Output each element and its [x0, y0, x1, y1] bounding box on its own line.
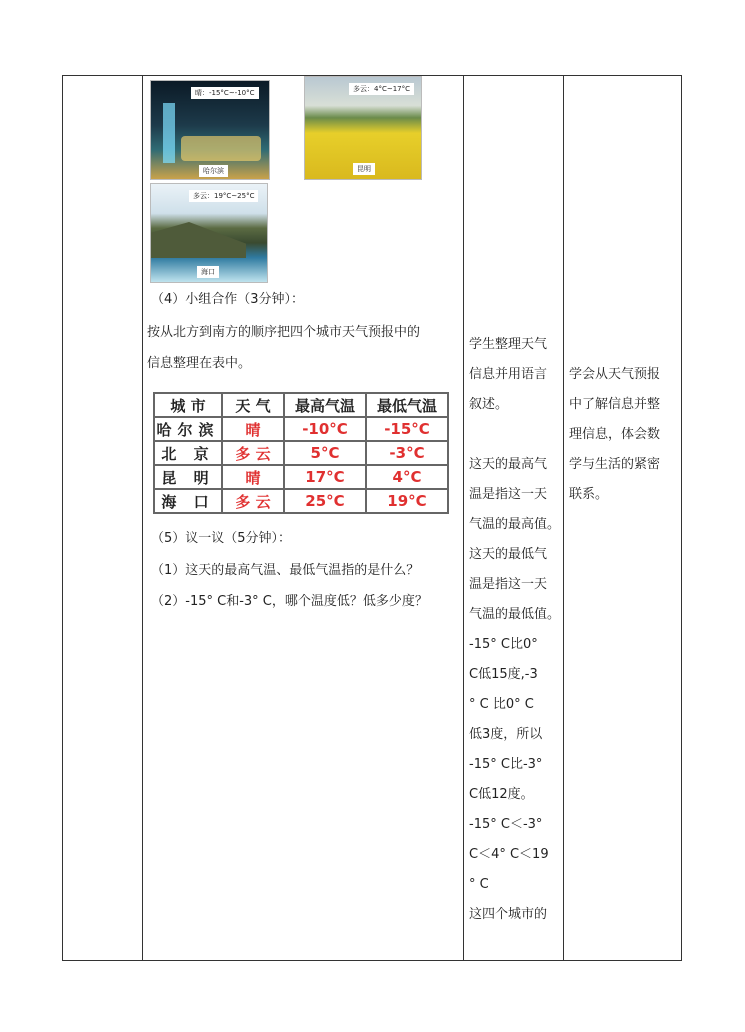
student-line: 这天的最高气: [469, 457, 548, 472]
photo-caption: 多云：4°C~17°C: [349, 83, 414, 95]
cell-high: 5°C: [284, 441, 366, 465]
header-high: 最高气温: [284, 393, 366, 417]
student-line: [469, 420, 560, 450]
student-line: 温是指这一天: [469, 487, 548, 502]
cell-low: -15°C: [366, 417, 448, 441]
instruction-line: 按从北方到南方的顺序把四个城市天气预报中的: [147, 325, 421, 340]
weather-table: [153, 392, 449, 514]
cell-city: 哈尔滨: [154, 417, 222, 441]
harbin-weather-photo: [150, 80, 270, 180]
header-low: 最低气温: [366, 393, 448, 417]
student-line: 气温的最低值。: [469, 607, 561, 622]
question-1: （1）这天的最高气温、最低气温指的是什么？: [151, 563, 420, 578]
cell-low: 4°C: [366, 465, 448, 489]
column-divider: [563, 75, 564, 961]
cell-high: 17°C: [284, 465, 366, 489]
discussion-heading: （5）议一议（5分钟）：: [151, 531, 292, 546]
student-line: -15° C＜-3°: [469, 817, 543, 832]
student-line: C低12度。: [469, 787, 534, 802]
photo-city-label: 海口: [197, 266, 219, 278]
cell-high: -10°C: [284, 417, 366, 441]
photo-city-label: 昆明: [353, 163, 375, 175]
photo-caption: 晴：-15°C~-10°C: [191, 87, 259, 99]
table-row: [154, 465, 448, 489]
student-line: 气温的最高值。: [469, 517, 561, 532]
table-row: [154, 441, 448, 465]
cell-weather: 多 云: [222, 489, 284, 513]
cliff-shape: [151, 222, 246, 258]
cell-city: 昆 明: [154, 465, 222, 489]
goal-line: 理信息，体会数: [569, 427, 661, 442]
table-row: [154, 489, 448, 513]
question-2: （2）-15° C和-3° C，哪个温度低？低多少度？: [151, 594, 428, 609]
cell-low: -3°C: [366, 441, 448, 465]
student-line: 这四个城市的: [469, 907, 548, 922]
student-line: 叙述。: [469, 397, 509, 412]
weather-table-header-row: [154, 393, 448, 417]
goal-line: 学会从天气预报: [569, 367, 661, 382]
student-line: C＜4° C＜19: [469, 847, 549, 862]
student-line: 这天的最低气: [469, 547, 548, 562]
ice-lights-shape: [181, 136, 261, 161]
goal-line: 学与生活的紧密: [569, 457, 661, 472]
haikou-weather-photo: [150, 183, 268, 283]
kunming-weather-photo: [304, 76, 422, 180]
cell-weather: 多 云: [222, 441, 284, 465]
cell-high: 25°C: [284, 489, 366, 513]
student-line: -15° C比0°: [469, 637, 538, 652]
cell-weather: 晴: [222, 417, 284, 441]
cell-city: 北 京: [154, 441, 222, 465]
column-divider: [142, 75, 143, 961]
student-line: 低3度，所以: [469, 727, 543, 742]
student-line: 信息并用语言: [469, 367, 548, 382]
goal-line: 中了解信息并整: [569, 397, 661, 412]
design-intent-column: [569, 360, 660, 510]
instruction-line: 信息整理在表中。: [147, 356, 252, 371]
cell-city: 海 口: [154, 489, 222, 513]
student-line: ° C: [469, 877, 489, 892]
goal-line: 联系。: [569, 487, 609, 502]
student-line: -15° C比-3°: [469, 757, 543, 772]
photo-city-label: 哈尔滨: [199, 165, 228, 177]
student-line: 温是指这一天: [469, 577, 548, 592]
header-weather: 天 气: [222, 393, 284, 417]
cell-low: 19°C: [366, 489, 448, 513]
header-city: 城 市: [154, 393, 222, 417]
photo-caption: 多云：19°C~25°C: [189, 190, 258, 202]
student-activity-column: [469, 330, 560, 930]
ice-tower-shape: [163, 103, 175, 163]
student-line: 学生整理天气: [469, 337, 548, 352]
student-line: ° C 比0° C: [469, 697, 534, 712]
cell-weather: 晴: [222, 465, 284, 489]
column-divider: [463, 75, 464, 961]
table-row: [154, 417, 448, 441]
student-line: C低15度,-3: [469, 667, 538, 682]
group-work-heading: （4）小组合作（3分钟）：: [151, 292, 305, 307]
